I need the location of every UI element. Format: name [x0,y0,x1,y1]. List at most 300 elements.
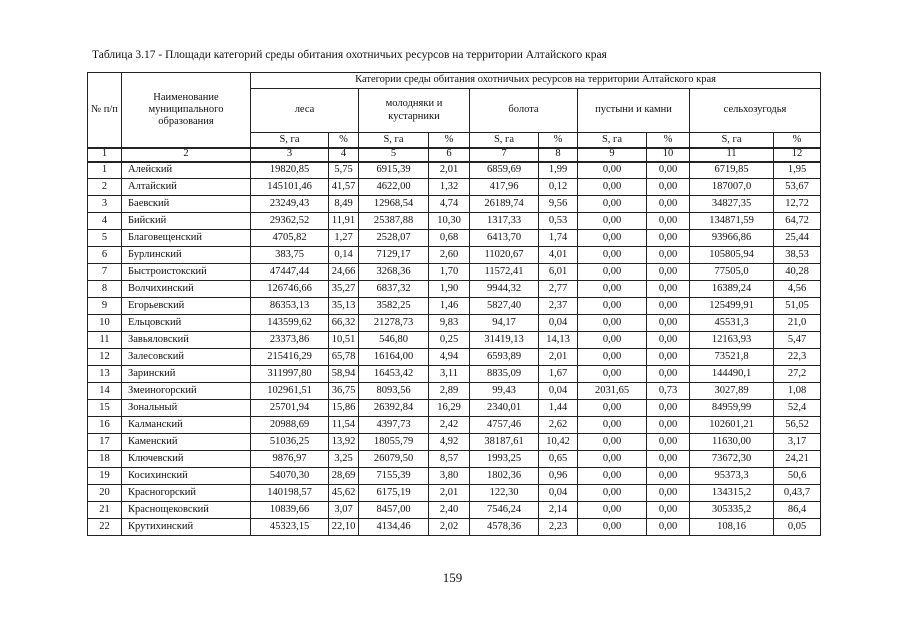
swamps-percent: 0,12 [539,179,578,196]
header-category-shrubs: молодняки и кустарники [359,89,470,133]
forest-area: 23249,43 [251,196,329,213]
deserts-area: 0,00 [578,366,647,383]
forest-percent: 65,78 [329,349,359,366]
row-number: 3 [88,196,122,213]
forest-percent: 35,27 [329,281,359,298]
farmland-percent: 0,05 [774,519,821,536]
farmland-percent: 50,6 [774,468,821,485]
municipality-name: Алтайский [122,179,251,196]
shrubs-area: 3582,25 [359,298,429,315]
farmland-area: 134871,59 [690,213,774,230]
forest-area: 51036,25 [251,434,329,451]
header-unit: % [774,133,821,148]
swamps-area: 1993,25 [470,451,539,468]
row-number: 4 [88,213,122,230]
forest-area: 102961,51 [251,383,329,400]
shrubs-area: 7129,17 [359,247,429,264]
row-number: 18 [88,451,122,468]
deserts-area: 0,00 [578,332,647,349]
shrubs-area: 546,80 [359,332,429,349]
shrubs-percent: 0,25 [429,332,470,349]
shrubs-area: 21278,73 [359,315,429,332]
swamps-percent: 0,96 [539,468,578,485]
table-row [88,247,821,264]
farmland-area: 105805,94 [690,247,774,264]
forest-percent: 41,57 [329,179,359,196]
farmland-percent: 4,56 [774,281,821,298]
swamps-area: 417,96 [470,179,539,196]
shrubs-area: 4397,73 [359,417,429,434]
shrubs-percent: 1,46 [429,298,470,315]
forest-percent: 13,92 [329,434,359,451]
shrubs-area: 8457,00 [359,502,429,519]
deserts-area: 0,00 [578,451,647,468]
header-category-forest: леса [251,89,359,133]
forest-percent: 22,10 [329,519,359,536]
header-unit: S, га [251,133,329,148]
header-category-swamps: болота [470,89,578,133]
header-category-farmland: сельхозугодья [690,89,821,133]
deserts-percent: 0,00 [647,417,690,434]
forest-percent: 58,94 [329,366,359,383]
farmland-area: 73521,8 [690,349,774,366]
forest-area: 47447,44 [251,264,329,281]
forest-area: 10839,66 [251,502,329,519]
farmland-percent: 52,4 [774,400,821,417]
farmland-percent: 64,72 [774,213,821,230]
shrubs-area: 3268,36 [359,264,429,281]
row-number: 14 [88,383,122,400]
forest-area: 23373,86 [251,332,329,349]
shrubs-percent: 4,94 [429,349,470,366]
deserts-percent: 0,00 [647,349,690,366]
swamps-area: 31419,13 [470,332,539,349]
deserts-percent: 0,00 [647,502,690,519]
deserts-percent: 0,00 [647,230,690,247]
municipality-name: Зональный [122,400,251,417]
header-unit: S, га [578,133,647,148]
shrubs-percent: 3,80 [429,468,470,485]
shrubs-area: 25387,88 [359,213,429,230]
swamps-area: 7546,24 [470,502,539,519]
table-row [88,383,821,400]
table-row [88,315,821,332]
swamps-percent: 6,01 [539,264,578,281]
row-number: 21 [88,502,122,519]
forest-percent: 35,13 [329,298,359,315]
municipality-name: Быстроистокский [122,264,251,281]
swamps-area: 9944,32 [470,281,539,298]
forest-percent: 11,91 [329,213,359,230]
forest-area: 140198,57 [251,485,329,502]
header-unit: % [329,133,359,148]
deserts-area: 0,00 [578,230,647,247]
deserts-percent: 0,00 [647,366,690,383]
municipality-name: Залесовский [122,349,251,366]
swamps-percent: 9,56 [539,196,578,213]
shrubs-percent: 2,40 [429,502,470,519]
swamps-area: 11020,67 [470,247,539,264]
farmland-percent: 38,53 [774,247,821,264]
shrubs-area: 12968,54 [359,196,429,213]
shrubs-percent: 0,68 [429,230,470,247]
farmland-percent: 0,43,7 [774,485,821,502]
table-row [88,502,821,519]
deserts-area: 2031,65 [578,383,647,400]
deserts-area: 0,00 [578,264,647,281]
farmland-area: 95373,3 [690,468,774,485]
deserts-percent: 0,00 [647,400,690,417]
row-number: 2 [88,179,122,196]
municipality-name: Бурлинский [122,247,251,264]
row-number: 7 [88,264,122,281]
habitat-table [87,72,821,536]
deserts-percent: 0,00 [647,298,690,315]
farmland-percent: 53,67 [774,179,821,196]
column-number: 8 [539,148,578,162]
forest-percent: 28,69 [329,468,359,485]
farmland-area: 16389,24 [690,281,774,298]
deserts-area: 0,00 [578,400,647,417]
farmland-area: 93966,86 [690,230,774,247]
deserts-percent: 0,00 [647,468,690,485]
deserts-percent: 0,00 [647,451,690,468]
shrubs-area: 18055,79 [359,434,429,451]
swamps-area: 6593,89 [470,349,539,366]
farmland-area: 102601,21 [690,417,774,434]
shrubs-area: 26392,84 [359,400,429,417]
municipality-name: Алейский [122,162,251,179]
header-unit: % [539,133,578,148]
forest-percent: 66,32 [329,315,359,332]
municipality-name: Баевский [122,196,251,213]
swamps-area: 1802,36 [470,468,539,485]
deserts-percent: 0,00 [647,315,690,332]
header-unit: S, га [359,133,429,148]
municipality-name: Красногорский [122,485,251,502]
swamps-percent: 14,13 [539,332,578,349]
farmland-percent: 56,52 [774,417,821,434]
farmland-area: 84959,99 [690,400,774,417]
municipality-name: Благовещенский [122,230,251,247]
table-row [88,213,821,230]
column-number: 6 [429,148,470,162]
deserts-percent: 0,00 [647,179,690,196]
farmland-percent: 24,21 [774,451,821,468]
farmland-area: 6719,85 [690,162,774,179]
farmland-percent: 1,08 [774,383,821,400]
table-row [88,349,821,366]
swamps-percent: 2,01 [539,349,578,366]
deserts-area: 0,00 [578,281,647,298]
header-group: Категории среды обитания охотничьих ресурсов на территории Алтайского края [251,73,821,89]
forest-area: 143599,62 [251,315,329,332]
shrubs-percent: 4,74 [429,196,470,213]
swamps-percent: 2,77 [539,281,578,298]
shrubs-percent: 2,02 [429,519,470,536]
column-numbers-row [88,148,821,162]
deserts-area: 0,00 [578,502,647,519]
header-unit: % [429,133,470,148]
farmland-percent: 5,47 [774,332,821,349]
swamps-percent: 1,67 [539,366,578,383]
table-row [88,196,821,213]
deserts-area: 0,00 [578,519,647,536]
shrubs-percent: 1,90 [429,281,470,298]
farmland-area: 34827,35 [690,196,774,213]
shrubs-area: 6915,39 [359,162,429,179]
header-name: Наименование муниципального образования [122,73,251,148]
municipality-name: Заринский [122,366,251,383]
swamps-area: 99,43 [470,383,539,400]
swamps-percent: 0,65 [539,451,578,468]
forest-area: 126746,66 [251,281,329,298]
shrubs-percent: 3,11 [429,366,470,383]
farmland-area: 3027,89 [690,383,774,400]
shrubs-percent: 2,01 [429,162,470,179]
swamps-area: 2340,01 [470,400,539,417]
farmland-area: 45531,3 [690,315,774,332]
table-row [88,281,821,298]
swamps-percent: 0,04 [539,315,578,332]
forest-area: 19820,85 [251,162,329,179]
municipality-name: Крутихинский [122,519,251,536]
deserts-area: 0,00 [578,298,647,315]
deserts-area: 0,00 [578,485,647,502]
header-category-deserts: пустыни и камни [578,89,690,133]
shrubs-area: 4622,00 [359,179,429,196]
municipality-name: Калманский [122,417,251,434]
deserts-area: 0,00 [578,417,647,434]
forest-area: 311997,80 [251,366,329,383]
deserts-area: 0,00 [578,315,647,332]
swamps-percent: 1,74 [539,230,578,247]
table-row [88,417,821,434]
swamps-area: 6859,69 [470,162,539,179]
table-row [88,519,821,536]
shrubs-area: 16453,42 [359,366,429,383]
page-number: 159 [442,570,463,585]
farmland-percent: 3,17 [774,434,821,451]
table-row [88,264,821,281]
row-number: 20 [88,485,122,502]
deserts-area: 0,00 [578,247,647,264]
deserts-percent: 0,00 [647,434,690,451]
deserts-area: 0,00 [578,179,647,196]
column-number: 2 [122,148,251,162]
farmland-percent: 25,44 [774,230,821,247]
swamps-area: 4578,36 [470,519,539,536]
municipality-name: Змеиногорский [122,383,251,400]
shrubs-percent: 10,30 [429,213,470,230]
swamps-percent: 4,01 [539,247,578,264]
forest-area: 9876,97 [251,451,329,468]
forest-area: 45323,15 [251,519,329,536]
farmland-percent: 22,3 [774,349,821,366]
deserts-percent: 0,00 [647,485,690,502]
swamps-area: 5827,40 [470,298,539,315]
farmland-area: 125499,91 [690,298,774,315]
swamps-percent: 2,14 [539,502,578,519]
shrubs-percent: 2,60 [429,247,470,264]
farmland-percent: 86,4 [774,502,821,519]
row-number: 8 [88,281,122,298]
swamps-percent: 0,04 [539,485,578,502]
farmland-area: 305335,2 [690,502,774,519]
farmland-area: 12163,93 [690,332,774,349]
forest-area: 25701,94 [251,400,329,417]
municipality-name: Ельцовский [122,315,251,332]
municipality-name: Каменский [122,434,251,451]
forest-area: 383,75 [251,247,329,264]
swamps-area: 11572,41 [470,264,539,281]
farmland-percent: 12,72 [774,196,821,213]
forest-area: 145101,46 [251,179,329,196]
forest-percent: 1,27 [329,230,359,247]
shrubs-area: 6837,32 [359,281,429,298]
shrubs-percent: 2,89 [429,383,470,400]
municipality-name: Косихинский [122,468,251,485]
forest-area: 215416,29 [251,349,329,366]
deserts-percent: 0,00 [647,519,690,536]
farmland-percent: 40,28 [774,264,821,281]
column-number: 12 [774,148,821,162]
forest-percent: 10,51 [329,332,359,349]
farmland-percent: 21,0 [774,315,821,332]
column-number: 7 [470,148,539,162]
header-unit: S, га [470,133,539,148]
row-number: 12 [88,349,122,366]
forest-area: 20988,69 [251,417,329,434]
column-number: 4 [329,148,359,162]
swamps-area: 4757,46 [470,417,539,434]
swamps-area: 1317,33 [470,213,539,230]
swamps-percent: 2,37 [539,298,578,315]
shrubs-area: 8093,56 [359,383,429,400]
swamps-area: 6413,70 [470,230,539,247]
forest-percent: 3,25 [329,451,359,468]
municipality-name: Ключевский [122,451,251,468]
swamps-percent: 1,99 [539,162,578,179]
deserts-percent: 0,00 [647,247,690,264]
table-row [88,298,821,315]
forest-percent: 0,14 [329,247,359,264]
forest-area: 54070,30 [251,468,329,485]
deserts-area: 0,00 [578,468,647,485]
column-number: 11 [690,148,774,162]
deserts-area: 0,00 [578,349,647,366]
shrubs-percent: 2,01 [429,485,470,502]
column-number: 5 [359,148,429,162]
farmland-percent: 51,05 [774,298,821,315]
shrubs-percent: 4,92 [429,434,470,451]
farmland-area: 73672,30 [690,451,774,468]
shrubs-area: 2528,07 [359,230,429,247]
table-row [88,179,821,196]
table-row [88,162,821,179]
shrubs-percent: 8,57 [429,451,470,468]
row-number: 1 [88,162,122,179]
forest-percent: 24,66 [329,264,359,281]
deserts-percent: 0,00 [647,281,690,298]
swamps-percent: 1,44 [539,400,578,417]
row-number: 16 [88,417,122,434]
row-number: 13 [88,366,122,383]
deserts-area: 0,00 [578,434,647,451]
shrubs-percent: 1,32 [429,179,470,196]
row-number: 22 [88,519,122,536]
table-caption: Таблица 3.17 - Площади категорий среды обитания охотничьих ресурсов на территории Алтайского края [92,49,607,61]
shrubs-percent: 9,83 [429,315,470,332]
header-num: № п/п [88,73,122,148]
swamps-percent: 2,23 [539,519,578,536]
farmland-area: 11630,00 [690,434,774,451]
header-unit: % [647,133,690,148]
table-row [88,230,821,247]
shrubs-area: 6175,19 [359,485,429,502]
deserts-percent: 0,00 [647,332,690,349]
forest-percent: 36,75 [329,383,359,400]
table-row [88,485,821,502]
farmland-area: 108,16 [690,519,774,536]
swamps-percent: 0,04 [539,383,578,400]
column-number: 1 [88,148,122,162]
deserts-area: 0,00 [578,196,647,213]
swamps-area: 38187,61 [470,434,539,451]
column-number: 9 [578,148,647,162]
row-number: 11 [88,332,122,349]
deserts-percent: 0,00 [647,213,690,230]
shrubs-percent: 2,42 [429,417,470,434]
shrubs-percent: 16,29 [429,400,470,417]
forest-percent: 15,86 [329,400,359,417]
municipality-name: Егорьевский [122,298,251,315]
municipality-name: Завьяловский [122,332,251,349]
row-number: 10 [88,315,122,332]
table-row [88,451,821,468]
forest-percent: 3,07 [329,502,359,519]
deserts-percent: 0,00 [647,196,690,213]
deserts-area: 0,00 [578,162,647,179]
row-number: 9 [88,298,122,315]
table-row [88,332,821,349]
swamps-area: 94,17 [470,315,539,332]
forest-percent: 45,62 [329,485,359,502]
deserts-area: 0,00 [578,213,647,230]
header-unit: S, га [690,133,774,148]
farmland-area: 187007,0 [690,179,774,196]
forest-percent: 8,49 [329,196,359,213]
municipality-name: Волчихинский [122,281,251,298]
swamps-percent: 10,42 [539,434,578,451]
table-row [88,366,821,383]
row-number: 15 [88,400,122,417]
forest-percent: 11,54 [329,417,359,434]
swamps-percent: 0,53 [539,213,578,230]
column-number: 10 [647,148,690,162]
forest-area: 29362,52 [251,213,329,230]
forest-area: 4705,82 [251,230,329,247]
farmland-area: 134315,2 [690,485,774,502]
row-number: 19 [88,468,122,485]
farmland-area: 144490,1 [690,366,774,383]
deserts-percent: 0,00 [647,264,690,281]
row-number: 17 [88,434,122,451]
column-number: 3 [251,148,329,162]
farmland-percent: 1,95 [774,162,821,179]
deserts-percent: 0,73 [647,383,690,400]
municipality-name: Бийский [122,213,251,230]
